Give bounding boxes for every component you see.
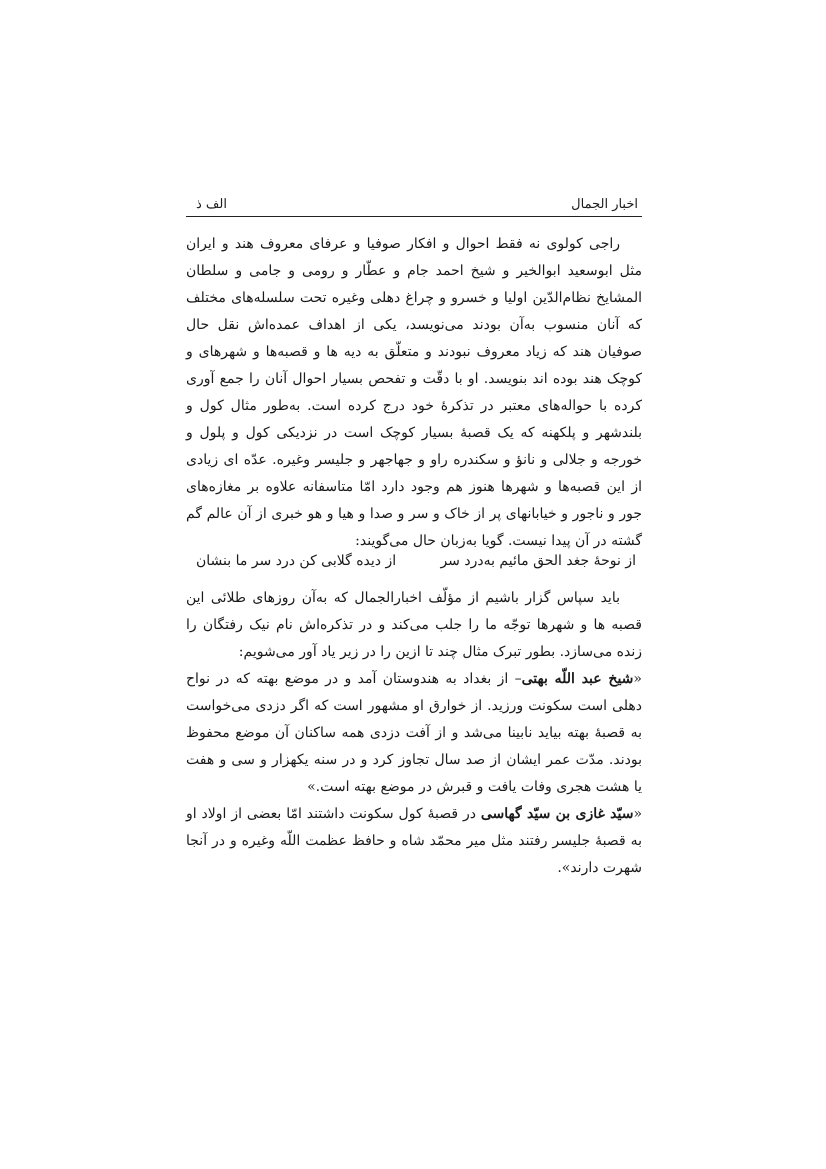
quote-body: در قصبهٔ کول سکونت داشتند امّا بعضی از اولاد او به قصبهٔ جلیسر رفتند مثل میر محمّد شاه و حافظ عظمت اللّه وغیره و در آنجا شهرت دارند». (186, 806, 642, 876)
page-number: الف ذ (196, 197, 227, 212)
quote-abdullah-bahti (186, 666, 642, 801)
body-text (186, 231, 642, 882)
running-header (186, 190, 642, 217)
verse-first-hemistich: از نوحهٔ جغد الحق مائیم به‌درد سر (440, 553, 636, 569)
paragraph-intro: راجی کولوی نه فقط احوال و افکار صوفیا و عرفای معروف هند و ایران مثل ابوسعید ابوالخیر و شیخ احمد جام و عطّار و رومی و جامی و سلطان المشایخ نظام‌الدّین اولیا و خسرو و چراغ دهلی وغیره تحت سلسله‌های مختلف که آنان منسوب به‌آن بودند می‌نویسد، یکی از اهداف عمده‌اش نقل حال صوفیان هند که زیاد معروف نبودند و متعلّق به دیه ها و قصبه‌ها و شهرهای و کوچک هند بوده اند بنویسد. او با دقّت و تفحص بسیار احوال آنان را جمع آوری کرده با حواله‌های معتبر در تذکرهٔ خود درج کرده است. به‌طور مثال کول و بلندشهر و پلکهنه که یک قصبهٔ بسیار کوچک است در نزدیکی کول و پلول و خورجه و جلالی و نانؤ و سکندره راو و جهاجهر و جلیسر وغیره. عدّه ای زیادی از این قصبه‌ها و شهرها هنوز هم وجود دارد امّا متاسفانه علاوه بر مغازه‌های جور و ناجور و خیابانهای پر از خاک و سر و صدا و هیا و هو خبری از آن عالم گم گشته در آن پیدا نیست. گویا به‌زبان حال می‌گویند: (186, 236, 642, 549)
book-page (186, 190, 642, 882)
quote-ghazi-gahasi (186, 801, 642, 882)
running-title: اخبار الجمال (571, 197, 638, 212)
quote-body: – از بغداد به هندوستان آمد و در موضع بهته که در نواح دهلی است سکونت ورزید. از خوارق او مشهور است که اگر دزدی می‌خواست به قصبهٔ بهته بیاید نابینا می‌شد و از آفت دزدی همه ساکنان آن موضع محفوظ بودند. مدّت عمر ایشان از صد سال تجاوز کرد و در سنه یکهزار و سی و هفت یا هشت هجری وفات یافت و قبرش در موضع بهته است.» (186, 671, 642, 795)
quote-person-name: شیخ عبد اللّه بهتی (521, 671, 634, 687)
quote-open-mark: « (633, 806, 643, 822)
verse-second-hemistich: از دیده گلابی کن درد سر ما بنشان (196, 553, 397, 569)
paragraph-gratitude: باید سپاس گزار باشیم از مؤلّف اخبارالجمال که به‌آن روزهای طلائی این قصبه ها و شهرها توجّه ما را جلب می‌کند و در تذکره‌اش نام نیک رفتگان را زنده می‌سازد. بطور تبرک مثال چند تا ازین را در زیر یاد آور می‌شویم: (186, 590, 642, 660)
quote-person-name: سیّد غازی بن سیّد گهاسی (480, 806, 634, 822)
quote-open-mark: « (633, 671, 642, 687)
